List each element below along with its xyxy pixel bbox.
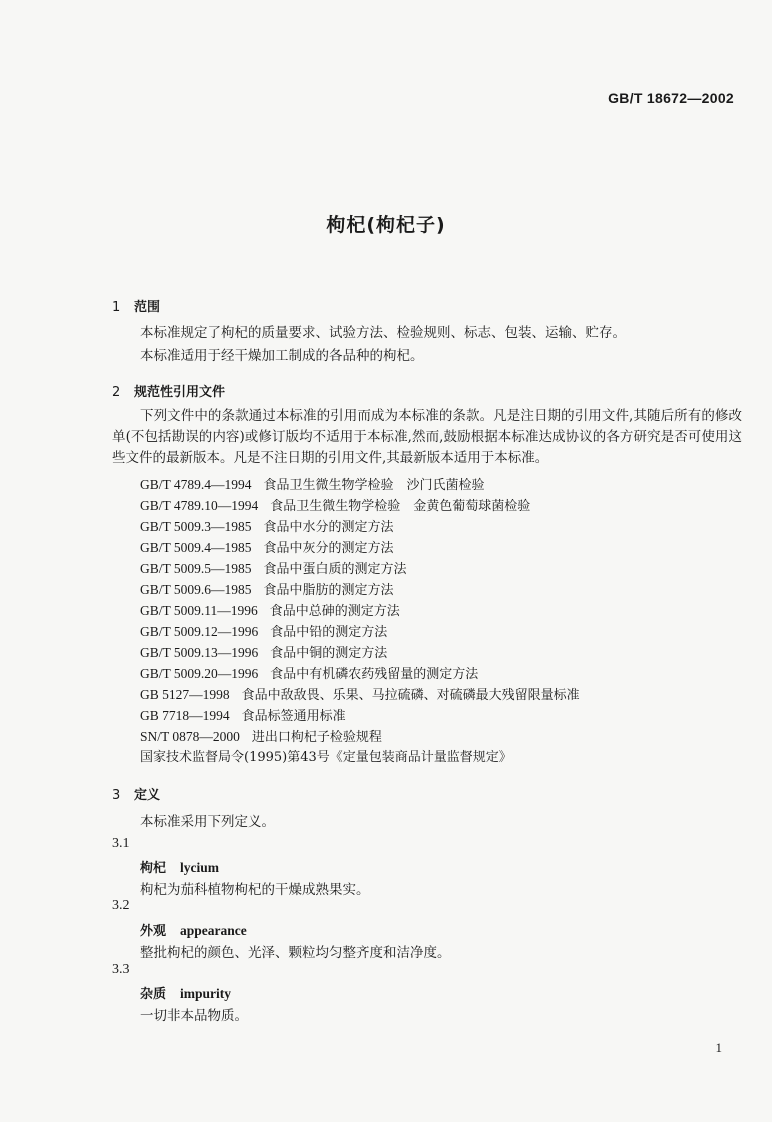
reference-title: 国家技术监督局令(1995)第43号《定量包装商品计量监督规定》 (140, 750, 512, 765)
section-1-heading (112, 296, 160, 315)
reference-title: 食品中铜的测定方法 (270, 646, 388, 661)
section-1-para-2: 本标准适用于经干燥加工制成的各品种的枸杞。 (140, 348, 424, 364)
section-2-intro: 下列文件中的条款通过本标准的引用而成为本标准的条款。凡是注日期的引用文件,其随后所有的修改单(不包括勘误的内容)或修订版均不适用于本标准,然而,鼓励根据本标准达成协议的各方研究是否可使用这些文件的最新版本。凡是不注日期的引用文件,其最新版本适用于本标准。 (112, 408, 742, 466)
term-number: 3.3 (112, 962, 130, 977)
section-1-title: 范围 (134, 300, 161, 315)
term-heading (140, 983, 231, 1002)
reference-code: SN/T 0878—2000 (140, 729, 240, 744)
reference-code: GB 5127—1998 (140, 687, 230, 702)
reference-code: GB/T 4789.10—1994 (140, 498, 259, 513)
reference-code: GB 7718—1994 (140, 708, 230, 723)
reference-title: 进出口枸杞子检验规程 (251, 730, 382, 745)
standard-number: GB/T 18672—2002 (608, 90, 734, 106)
term-number: 3.2 (112, 898, 130, 913)
reference-item (140, 684, 580, 705)
reference-title: 食品卫生微生物学检验 沙门氏菌检验 (263, 478, 485, 493)
page-number: 1 (715, 1040, 722, 1055)
term-number: 3.1 (112, 836, 130, 851)
reference-item (140, 726, 580, 747)
reference-code: GB/T 5009.3—1985 (140, 519, 252, 534)
term-en: impurity (180, 986, 232, 1001)
reference-item (140, 642, 580, 663)
reference-item (140, 747, 580, 768)
reference-item (140, 705, 580, 726)
reference-code: GB/T 5009.11—1996 (140, 603, 258, 618)
reference-code: GB/T 5009.12—1996 (140, 624, 259, 639)
section-3-title: 定义 (134, 788, 161, 803)
reference-title: 食品中总砷的测定方法 (269, 604, 400, 619)
reference-code: GB/T 5009.4—1985 (140, 540, 252, 555)
reference-title: 食品标签通用标准 (241, 709, 346, 724)
reference-code: GB/T 4789.4—1994 (140, 477, 252, 492)
reference-title: 食品中铅的测定方法 (270, 625, 388, 640)
section-1-number: 1 (112, 300, 121, 315)
reference-title: 食品中水分的测定方法 (263, 520, 394, 535)
reference-item (140, 495, 580, 516)
term-heading (140, 857, 219, 876)
reference-list (140, 474, 580, 768)
term-definition: 整批枸杞的颜色、光泽、颗粒均匀整齐度和洁净度。 (140, 945, 451, 961)
reference-item (140, 516, 580, 537)
reference-title: 食品中灰分的测定方法 (263, 541, 394, 556)
section-2-heading (112, 381, 225, 400)
reference-code: GB/T 5009.20—1996 (140, 666, 259, 681)
term-definition: 一切非本品物质。 (140, 1008, 248, 1024)
reference-title: 食品中有机磷农药残留量的测定方法 (270, 667, 479, 682)
reference-item (140, 621, 580, 642)
section-3-number: 3 (112, 788, 121, 803)
section-1-para-1: 本标准规定了枸杞的质量要求、试验方法、检验规则、标志、包装、运输、贮存。 (140, 325, 626, 341)
term-zh: 杂质 (140, 987, 167, 1002)
section-2-title: 规范性引用文件 (134, 385, 226, 400)
reference-code: GB/T 5009.5—1985 (140, 561, 252, 576)
reference-item (140, 600, 580, 621)
section-3-heading (112, 784, 160, 803)
reference-title: 食品卫生微生物学检验 金黄色葡萄球菌检验 (270, 499, 531, 514)
term-definition: 枸杞为茄科植物枸杞的干燥成熟果实。 (140, 882, 370, 898)
reference-title: 食品中脂肪的测定方法 (263, 583, 394, 598)
reference-item (140, 579, 580, 600)
reference-item (140, 663, 580, 684)
term-zh: 外观 (140, 924, 167, 939)
term-heading (140, 920, 247, 939)
reference-item (140, 558, 580, 579)
page-title: 枸杞(枸杞子) (326, 214, 446, 236)
term-en: appearance (180, 923, 247, 938)
section-2-number: 2 (112, 385, 121, 400)
reference-item (140, 537, 580, 558)
reference-title: 食品中敌敌畏、乐果、马拉硫磷、对硫磷最大残留限量标准 (241, 688, 580, 703)
reference-item (140, 474, 580, 495)
reference-title: 食品中蛋白质的测定方法 (263, 562, 407, 577)
reference-code: GB/T 5009.13—1996 (140, 645, 259, 660)
term-zh: 枸杞 (140, 861, 167, 876)
term-en: lycium (180, 860, 220, 875)
reference-code: GB/T 5009.6—1985 (140, 582, 252, 597)
section-3-intro: 本标准采用下列定义。 (140, 814, 275, 830)
